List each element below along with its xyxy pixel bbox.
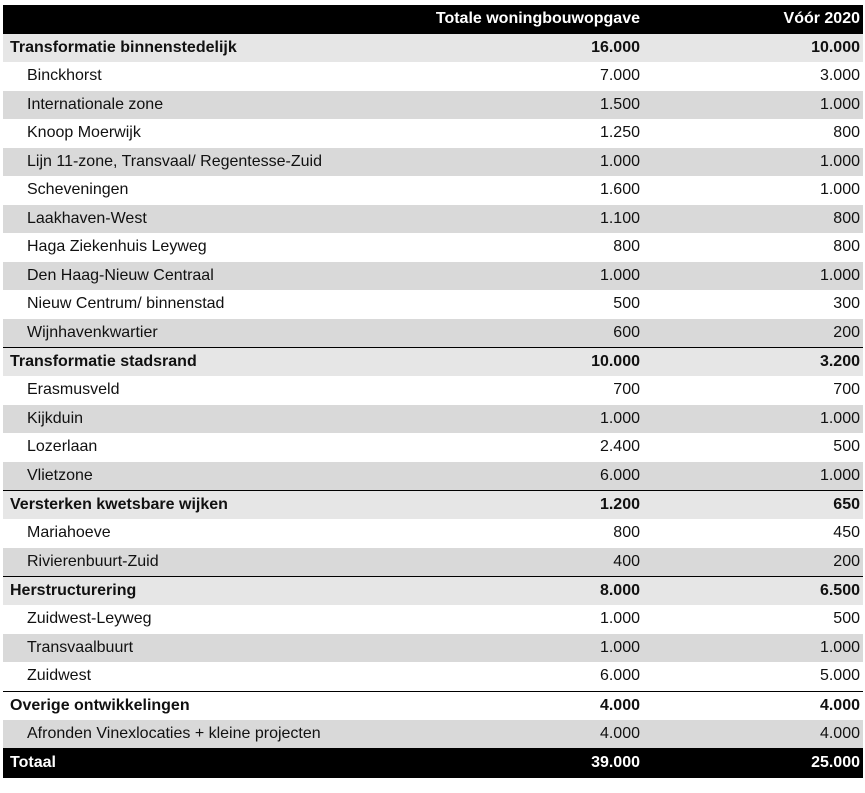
item-name: Afronden Vinexlocaties + kleine projecten [3,720,403,749]
item-total: 1.500 [403,91,643,120]
group-total: 4.000 [403,691,643,720]
item-name: Internationale zone [3,91,403,120]
item-total: 2.400 [403,433,643,462]
table-row [3,376,863,405]
group-total: 10.000 [403,348,643,377]
item-name: Zuidwest [3,662,403,691]
item-total: 1.000 [403,405,643,434]
item-before2020: 4.000 [643,720,863,749]
table-row [3,720,863,749]
table-row [3,662,863,691]
group-before2020: 10.000 [643,34,863,63]
item-total: 1.000 [403,262,643,291]
item-total: 700 [403,376,643,405]
table-row [3,405,863,434]
table-row [3,176,863,205]
item-before2020: 500 [643,433,863,462]
group-row [3,691,863,720]
item-total: 4.000 [403,720,643,749]
table-body [3,34,863,749]
table-row [3,91,863,120]
group-before2020: 650 [643,491,863,520]
total-row [3,748,863,778]
group-total: 16.000 [403,34,643,63]
item-name: Haga Ziekenhuis Leyweg [3,233,403,262]
item-total: 500 [403,290,643,319]
item-total: 6.000 [403,662,643,691]
group-before2020: 4.000 [643,691,863,720]
table-row [3,519,863,548]
item-total: 1.100 [403,205,643,234]
group-name: Transformatie stadsrand [3,348,403,377]
item-name: Nieuw Centrum/ binnenstad [3,290,403,319]
item-name: Vlietzone [3,462,403,491]
item-name: Zuidwest-Leyweg [3,605,403,634]
group-name: Transformatie binnenstedelijk [3,34,403,63]
item-total: 1.000 [403,605,643,634]
group-before2020: 3.200 [643,348,863,377]
group-row [3,577,863,606]
item-total: 800 [403,233,643,262]
item-before2020: 1.000 [643,462,863,491]
table-header-row [3,5,863,34]
item-before2020: 200 [643,319,863,348]
group-row [3,348,863,377]
item-before2020: 700 [643,376,863,405]
total-before2020-value: 25.000 [643,748,863,778]
table-row [3,462,863,491]
header-name-col [3,5,403,34]
item-before2020: 300 [643,290,863,319]
item-name: Transvaalbuurt [3,634,403,663]
table-row [3,262,863,291]
group-before2020: 6.500 [643,577,863,606]
table-row [3,433,863,462]
item-before2020: 800 [643,119,863,148]
group-name: Overige ontwikkelingen [3,691,403,720]
total-value: 39.000 [403,748,643,778]
header-total-col: Totale woningbouwopgave [403,5,643,34]
table-row [3,290,863,319]
item-name: Scheveningen [3,176,403,205]
item-total: 600 [403,319,643,348]
item-total: 6.000 [403,462,643,491]
item-before2020: 800 [643,205,863,234]
table-row [3,205,863,234]
item-before2020: 500 [643,605,863,634]
item-before2020: 1.000 [643,405,863,434]
item-name: Erasmusveld [3,376,403,405]
item-name: Lozerlaan [3,433,403,462]
item-name: Knoop Moerwijk [3,119,403,148]
table-row [3,62,863,91]
item-total: 1.000 [403,148,643,177]
group-total: 8.000 [403,577,643,606]
item-total: 1.600 [403,176,643,205]
item-name: Lijn 11-zone, Transvaal/ Regentesse-Zuid [3,148,403,177]
group-row [3,491,863,520]
table-row [3,319,863,348]
item-total: 1.000 [403,634,643,663]
group-name: Versterken kwetsbare wijken [3,491,403,520]
item-total: 1.250 [403,119,643,148]
item-before2020: 800 [643,233,863,262]
group-row [3,34,863,63]
item-before2020: 1.000 [643,262,863,291]
table-row [3,233,863,262]
item-total: 7.000 [403,62,643,91]
group-name: Herstructurering [3,577,403,606]
table-row [3,634,863,663]
item-before2020: 1.000 [643,634,863,663]
table-row [3,548,863,577]
table-row [3,605,863,634]
item-name: Wijnhavenkwartier [3,319,403,348]
item-before2020: 450 [643,519,863,548]
item-name: Laakhaven-West [3,205,403,234]
item-before2020: 200 [643,548,863,577]
item-name: Mariahoeve [3,519,403,548]
item-name: Kijkduin [3,405,403,434]
item-total: 400 [403,548,643,577]
item-name: Den Haag-Nieuw Centraal [3,262,403,291]
total-label: Totaal [3,748,403,778]
table-row [3,148,863,177]
table-row [3,119,863,148]
item-before2020: 1.000 [643,91,863,120]
item-name: Binckhorst [3,62,403,91]
housing-table [3,5,863,778]
item-before2020: 5.000 [643,662,863,691]
header-before2020-col: Vóór 2020 [643,5,863,34]
item-name: Rivierenbuurt-Zuid [3,548,403,577]
group-total: 1.200 [403,491,643,520]
item-before2020: 1.000 [643,148,863,177]
item-total: 800 [403,519,643,548]
item-before2020: 1.000 [643,176,863,205]
item-before2020: 3.000 [643,62,863,91]
